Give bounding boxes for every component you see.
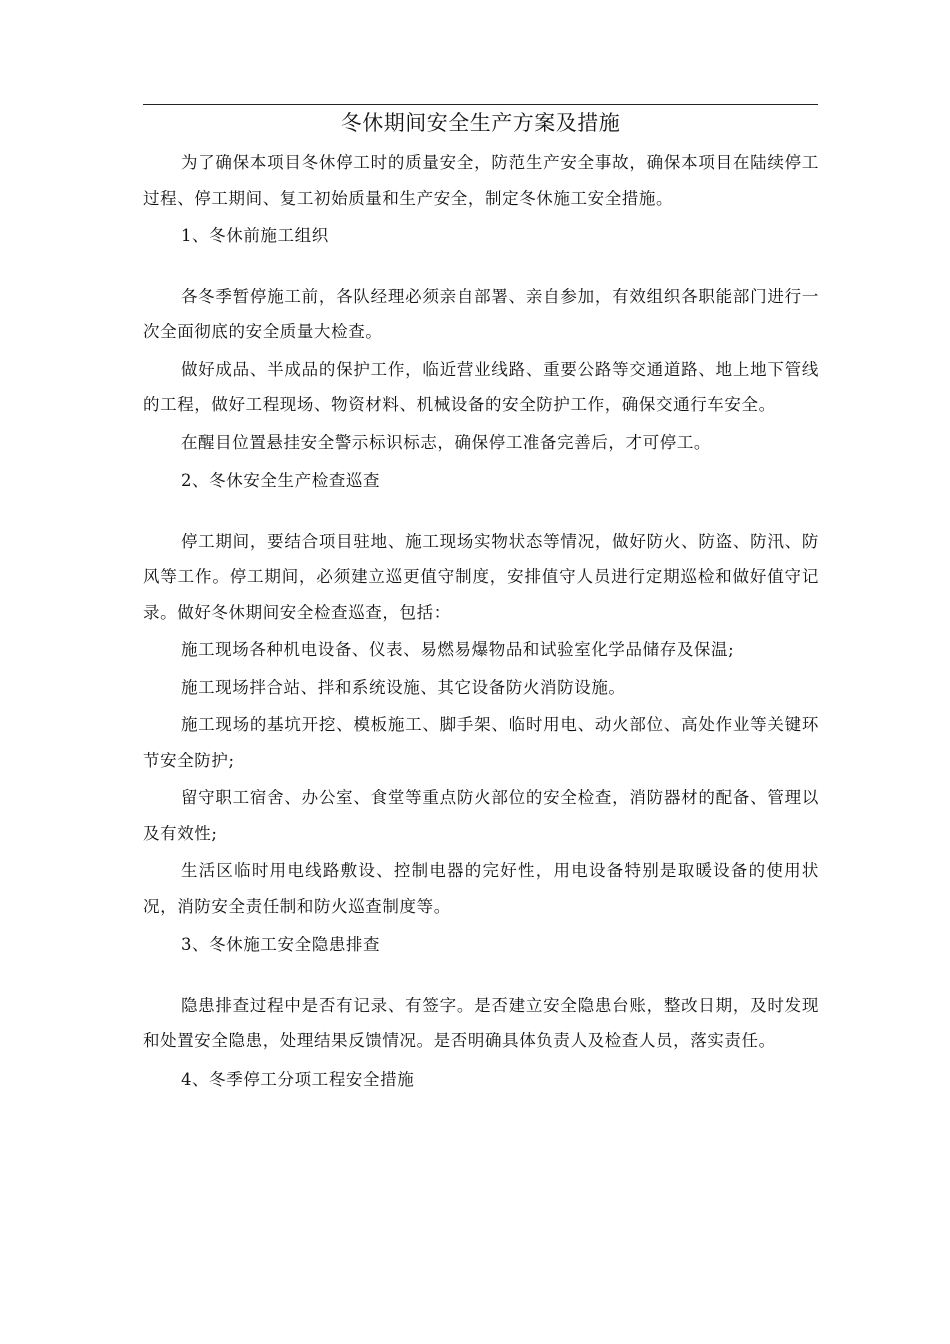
section-2-paragraph-2: 施工现场各种机电设备、仪表、易燃易爆物品和试验室化学品储存及保温;	[180, 640, 735, 659]
intro-paragraph: 为了确保本项目冬休停工时的质量安全，防范生产安全事故，确保本项目在陆续停工过程、停工期间、复工初始质量和生产安全，制定冬休施工安全措施。	[143, 153, 819, 208]
section-heading-1: 1、冬休前施工组织	[180, 226, 329, 245]
section-1-paragraph-1: 各冬季暂停施工前，各队经理必须亲自部署、亲自参加，有效组织各职能部门进行一次全面彻底的安全质量大检查。	[143, 286, 819, 341]
section-2-paragraph-5: 留守职工宿舍、办公室、食堂等重点防火部位的安全检查，消防器材的配备、管理以及有效性;	[143, 788, 819, 843]
section-2-paragraph-1: 停工期间，要结合项目驻地、施工现场实物状态等情况，做好防火、防盗、防汛、防风等工作。停工期间，必须建立巡更值守制度，安排值守人员进行定期巡检和做好值守记录。做好冬休期间安全检查巡查，包括：	[143, 531, 819, 622]
section-3-paragraph-1: 隐患排查过程中是否有记录、有签字。是否建立安全隐患台账，整改日期，及时发现和处置安全隐患，处理结果反馈情况。是否明确具体负责人及检查人员，落实责任。	[143, 995, 819, 1050]
document-body	[143, 145, 819, 1097]
section-heading-4: 4、冬季停工分项工程安全措施	[180, 1069, 415, 1089]
section-heading-3: 3、冬休施工安全隐患排查	[180, 935, 381, 954]
header-rule	[143, 104, 818, 105]
section-2-paragraph-3: 施工现场拌合站、拌和系统设施、其它设备防火消防设施。	[180, 677, 626, 697]
section-2-paragraph-6: 生活区临时用电线路敷设、控制电器的完好性，用电设备特别是取暖设备的使用状况，消防安全责任制和防火巡查制度等。	[143, 861, 819, 916]
section-heading-2: 2、冬休安全生产检查巡查	[180, 471, 381, 490]
section-2-paragraph-4: 施工现场的基坑开挖、模板施工、脚手架、临时用电、动火部位、高处作业等关键环节安全防护;	[143, 715, 819, 770]
section-1-paragraph-2: 做好成品、半成品的保护工作，临近营业线路、重要公路等交通道路、地上地下管线的工程，做好工程现场、物资材料、机械设备的安全防护工作，确保交通行车安全。	[143, 359, 819, 414]
section-1-paragraph-3: 在醒目位置悬挂安全警示标识标志，确保停工准备完善后，才可停工。	[180, 432, 712, 452]
document-title: 冬休期间安全生产方案及措施	[340, 111, 621, 135]
